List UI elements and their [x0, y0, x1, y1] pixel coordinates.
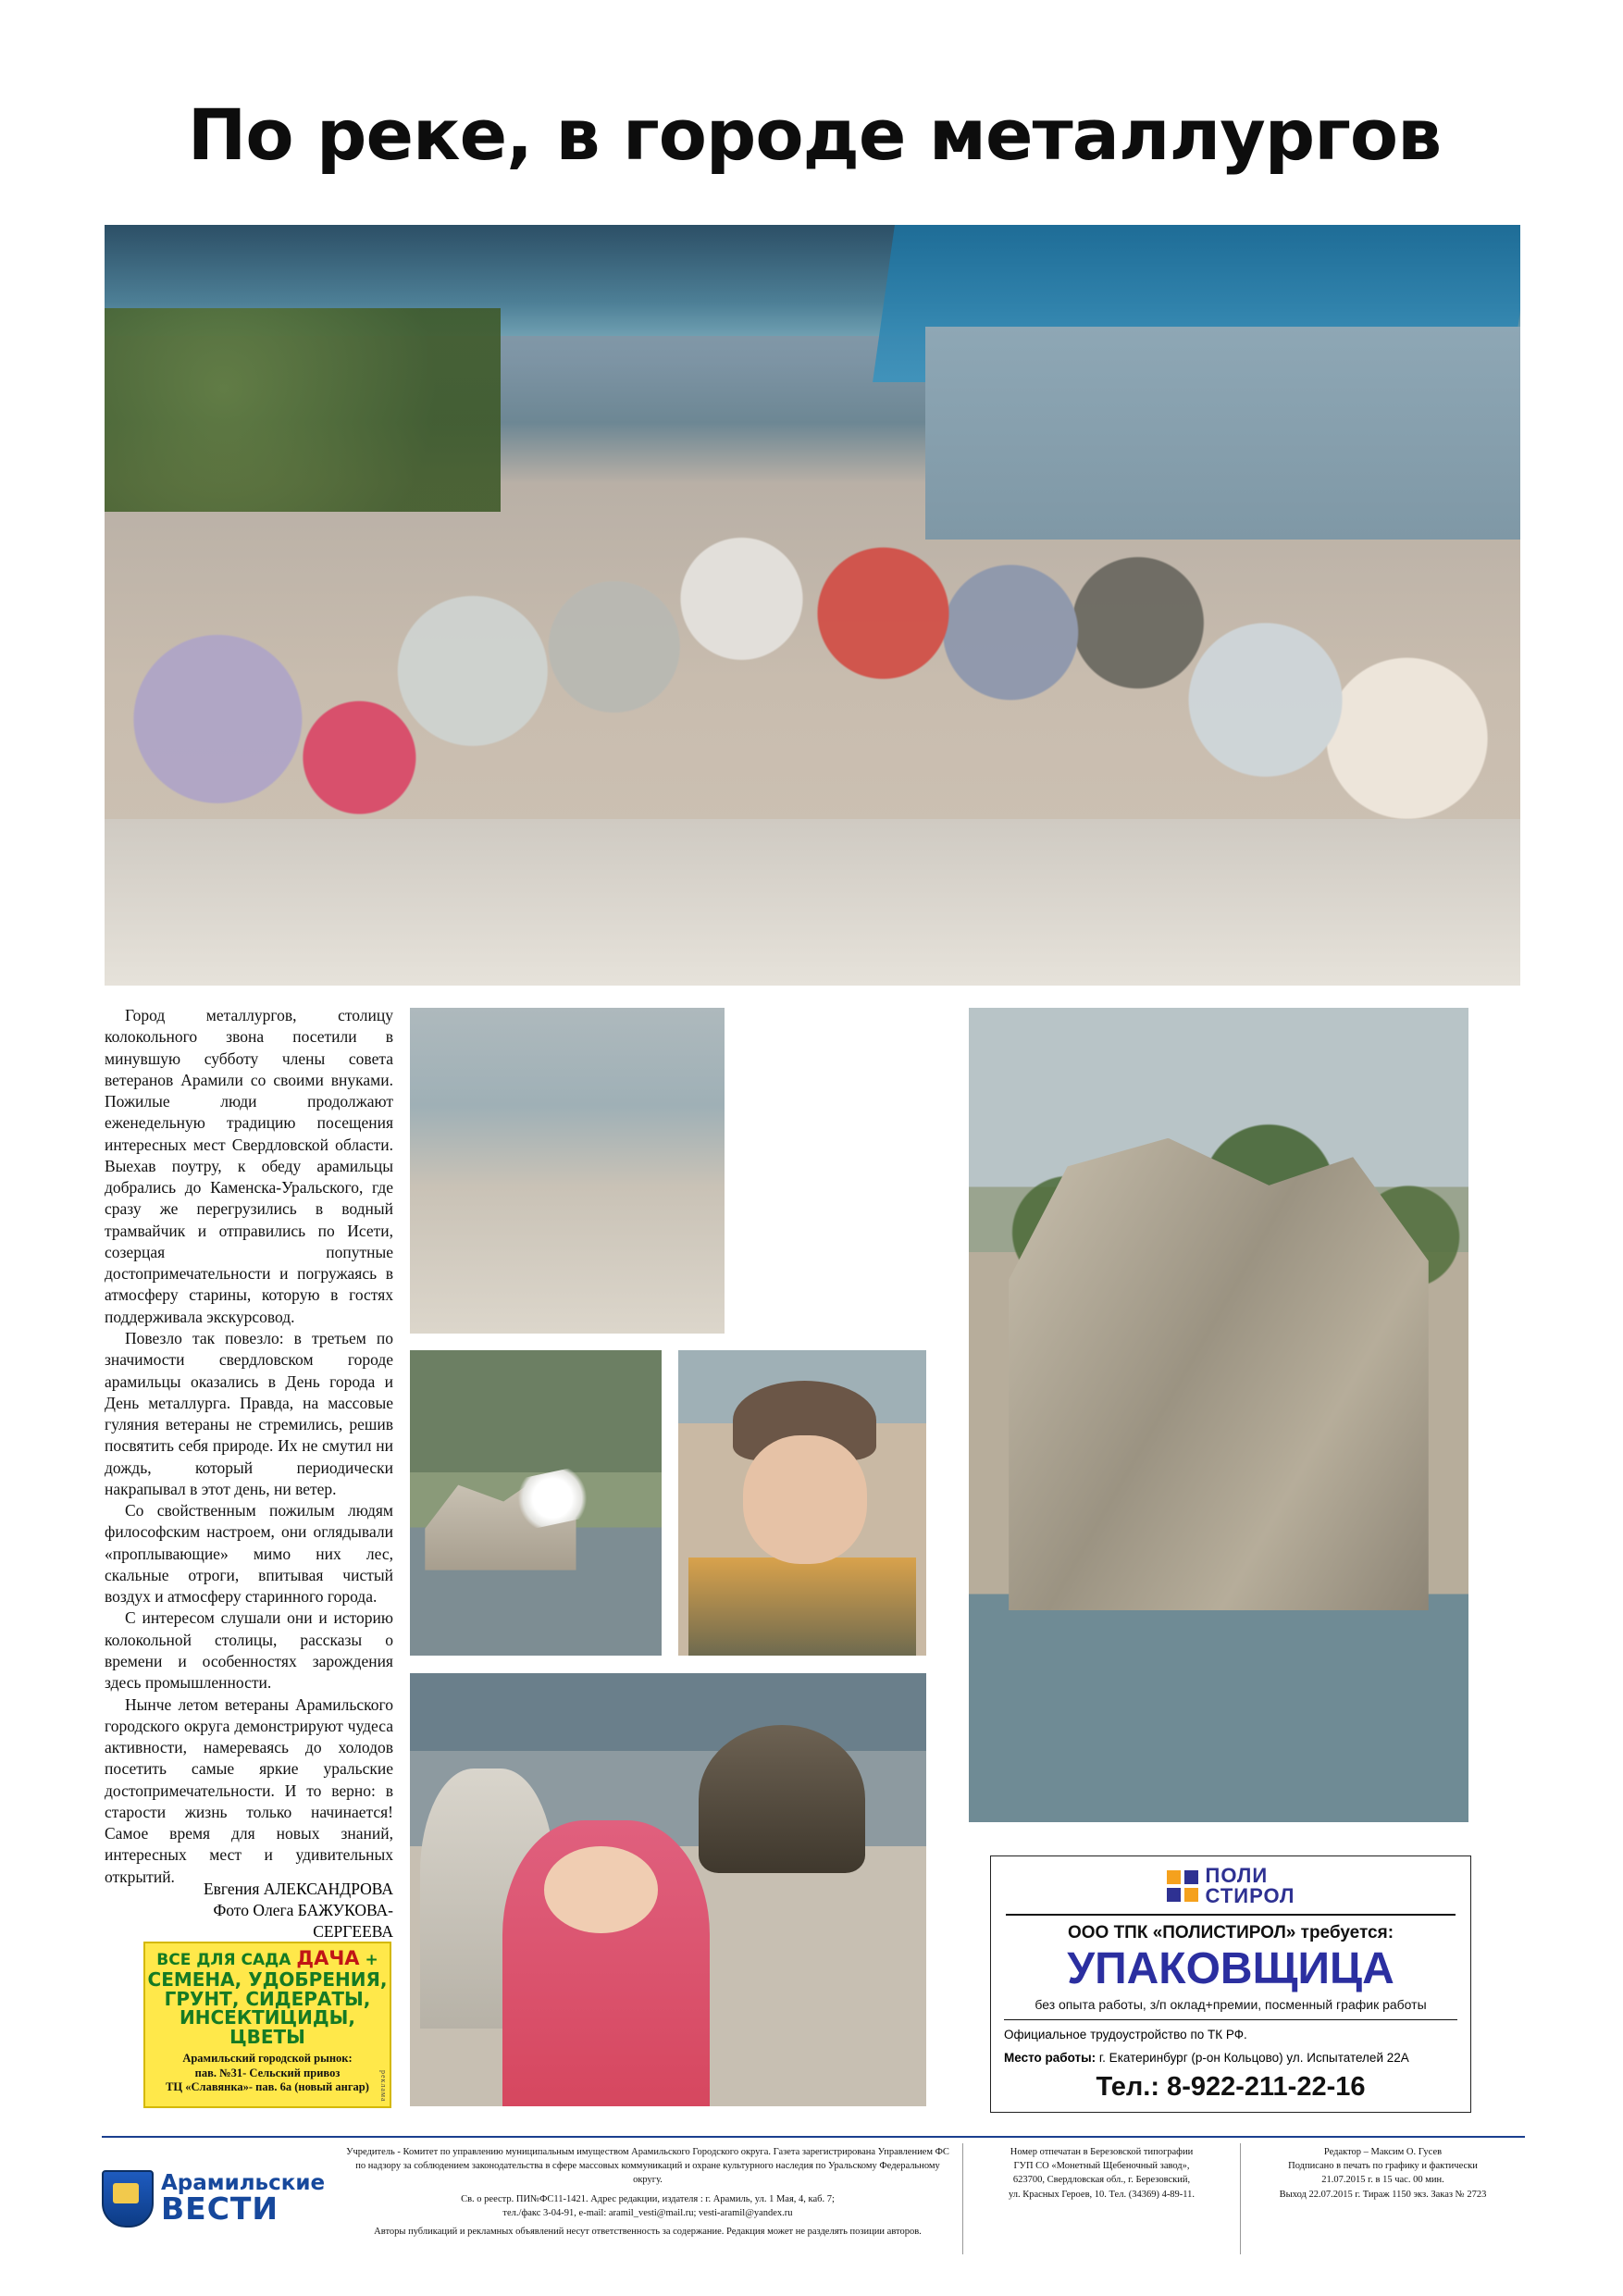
masthead-line-1: Арамильские: [161, 2171, 326, 2196]
ad-dacha-line-1c: +: [359, 1951, 378, 1969]
footer: [102, 2143, 1525, 2254]
ad-dacha-address-1: Арамильский городской рынок:: [182, 2051, 353, 2065]
ad-dacha-line-4: ИНСЕКТИЦИДЫ, ЦВЕТЫ: [180, 2006, 355, 2048]
photo-cliff: [969, 1008, 1468, 1822]
ad-dacha-line-1: [145, 1949, 390, 1968]
footer-print-1: Номер отпечатан в Березовской типографии: [1010, 2147, 1194, 2157]
gull-shape: [506, 1464, 599, 1532]
ad-location-label: Место работы:: [1004, 2051, 1096, 2066]
footer-print-3: 623700, Свердловская обл., г. Березовский,: [1012, 2175, 1191, 2186]
footer-signed-1: Подписано в печать по графику и фактически: [1288, 2161, 1478, 2172]
footer-divider: [102, 2136, 1525, 2138]
byline-author: Евгения АЛЕКСАНДРОВА: [203, 1880, 393, 1898]
polistirol-logo-line-1: ПОЛИ: [1205, 1864, 1269, 1887]
child-face-shape: [544, 1846, 658, 1933]
polistirol-logo-text: [1206, 1866, 1295, 1906]
article-paragraph: С интересом слушали они и историю колокольной столицы, рассказы о времени и особенностях зарождения здесь промышленности.: [105, 1608, 393, 1693]
squares-logo-icon: [1167, 1870, 1198, 1902]
footer-editorial: [1240, 2143, 1525, 2254]
footer-print-4: ул. Красных Героев, 10. Тел. (34369) 4-89-11.: [1008, 2189, 1196, 2200]
bell-shape: [699, 1725, 865, 1873]
byline: [105, 1879, 393, 1942]
ad-dacha-line-1b: ДАЧА: [296, 1947, 360, 1969]
byline-photographer: Фото Олега БАЖУКОВА-: [213, 1900, 393, 1919]
face-shape: [743, 1435, 867, 1564]
photo-boat-group: [105, 225, 1520, 986]
ad-employment-info: Официальное трудоустройство по ТК РФ.: [1004, 2028, 1247, 2042]
footer-imprint: [333, 2143, 962, 2254]
footer-output: Выход 22.07.2015 г. Тираж 1150 экз. Заказ № 2723: [1279, 2189, 1487, 2200]
photo-veteran: [678, 1350, 926, 1656]
footer-editor: Редактор – Максим О. Гусев: [1323, 2147, 1443, 2157]
ad-dacha-vertical-label: реклама: [379, 2070, 388, 2103]
coat-shape: [688, 1558, 917, 1656]
ad-dacha-line-3: ГРУНТ, СИДЕРАТЫ,: [164, 1987, 371, 2010]
article-paragraph: Нынче летом ветераны Арамильского городского округа демонстрируют чудеса активности, намереваясь до холодов посетить самые яркие уральские достопримечательности. И то верно: в старости жизнь только начинается! Самое время для новых знаний, интересных мест и удивительных открытий.: [105, 1694, 393, 1886]
masthead-text: [161, 2171, 326, 2228]
ad-dacha-line-1a: ВСЕ ДЛЯ САДА: [156, 1951, 297, 1969]
footer-registration: Св. о реестр. ПИ№ФС11-1421. Адрес редакции, издателя : г. Арамиль, ул. 1 Мая, 4, каб. 7;: [461, 2193, 835, 2204]
footer-disclaimer: Авторы публикаций и рекламных объявлений несут ответственность за содержание. Редакция может не разделять позиции авторов.: [374, 2227, 922, 2238]
ad-conditions: без опыта работы, з/п оклад+премии, посменный график работы: [1035, 1997, 1427, 2012]
ad-location-value: г. Екатеринбург (р-он Кольцово) ул. Испытателей 22А: [1096, 2051, 1409, 2066]
ad-polistirol[interactable]: [990, 1855, 1471, 2113]
ad-vacancy-title: УПАКОВЩИЦА: [1067, 1944, 1394, 1993]
divider-2: [1004, 2019, 1457, 2020]
article-paragraph: Со свойственным пожилым людям философским настроем, они оглядывали «проплывающие» мимо них лес, скальные отроги, впитывая чистый воздух и атмосферу старинного города.: [105, 1501, 393, 1607]
ad-dacha-address-3: ТЦ «Славянка»- пав. 6а (новый ангар): [166, 2080, 369, 2094]
divider: [1006, 1914, 1456, 1916]
footer-masthead: [102, 2143, 333, 2254]
footer-print-2: ГУП СО «Монетный Щебеночный завод»,: [1013, 2161, 1190, 2172]
deck-area: [105, 819, 1520, 986]
footer-founder: Учредитель - Комитет по управлению муниципальным имуществом Арамильского Городского округа. Газета зарегистрирована Управлением ФС по надзору за соблюдением законодательства в сфере массовых коммуникаций и охране культурного наследия по Уральскому Федеральному округу.: [346, 2147, 949, 2186]
ad-required-line: ООО ТПК «ПОЛИСТИРОЛ» требуется:: [1067, 1923, 1394, 1942]
ad-dacha-line-2: СЕМЕНА, УДОБРЕНИЯ,: [147, 1968, 388, 1992]
ad-dacha-address-2: пав. №31- Сельский привоз: [194, 2066, 341, 2079]
photo-bird: [410, 1350, 662, 1656]
footer-signed-2: 21.07.2015 г. в 15 час. 00 мин.: [1321, 2175, 1444, 2186]
article-paragraph: Повезло так повезло: в третьем по значимости свердловском городе арамильцы оказались в День города и День металлурга. Правда, на массовые гуляния ветераны не стремились, решив посвятить себя природе. Их не смутил ни дождь, который периодически накрапывал в этот день, ни ветер.: [105, 1328, 393, 1498]
ad-dacha[interactable]: [143, 1942, 391, 2108]
ad-phone[interactable]: Тел.: 8-922-211-22-16: [1096, 2072, 1366, 2103]
article-body: [105, 1005, 393, 1888]
ad-location-info: [1004, 2050, 1457, 2066]
footer-printing: [962, 2143, 1240, 2254]
byline-photographer-2: СЕРГЕЕВА: [313, 1921, 393, 1941]
people-group: [105, 382, 1520, 863]
coat-of-arms-icon: [102, 2170, 154, 2228]
page-title: По реке, в городе металлургов: [187, 93, 1442, 176]
article-paragraph: Город металлургов, столицу колокольного звона посетили в минувшую субботу члены совета ветеранов Арамили со своими внуками. Пожилые люди продолжают еженедельную традицию посещения интересных мест Свердловской области. Выехав поутру, к обеду арамильцы добрались до Каменска-Уральского, где сразу же перегрузились в водный трамвайчик и отправились по Исети, созерцая попутные достопримечательности и погружаясь в атмосферу старины, которую в гостях поддерживала экскурсовод.: [105, 1006, 393, 1326]
photo-girl-bell: [410, 1673, 926, 2106]
masthead-line-2: ВЕСТИ: [161, 2191, 279, 2228]
polistirol-logo-line-2: СТИРОЛ: [1205, 1884, 1295, 1907]
rock-shape: [1009, 1138, 1429, 1610]
photo-boat-faces: [410, 1008, 725, 1334]
polistirol-logo: [991, 1866, 1470, 1906]
footer-contacts: тел./факс 3-04-91, e-mail: aramil_vesti@mail.ru; vesti-aramil@yandex.ru: [502, 2207, 793, 2218]
